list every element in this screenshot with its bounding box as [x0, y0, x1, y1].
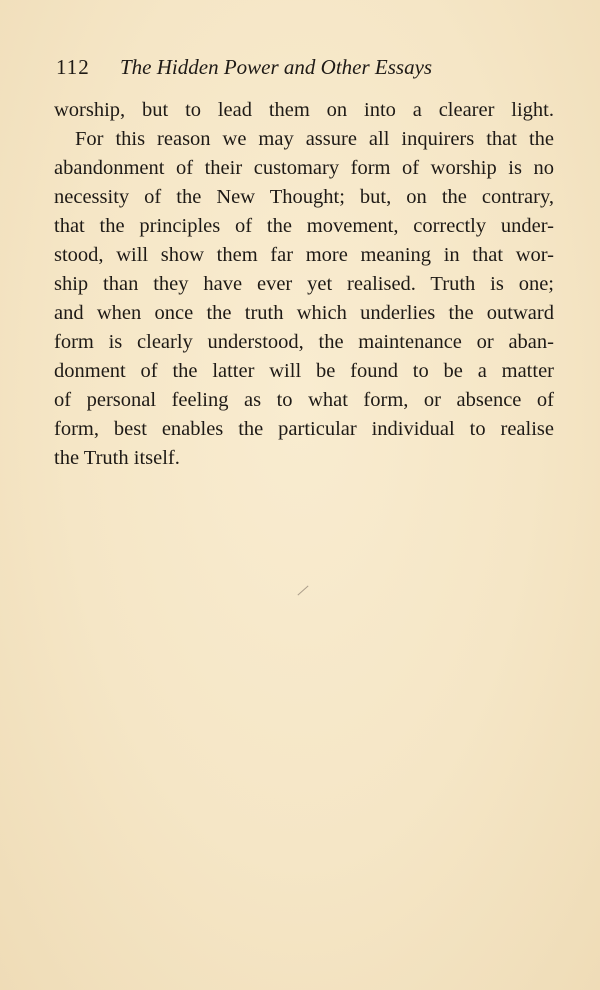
body-text [54, 96, 554, 473]
text-line: and when once the truth which underlies the outward [54, 302, 554, 324]
book-title: The Hidden Power and Other Essays [120, 55, 433, 79]
text-line: form is clearly understood, the maintenance or aban- [54, 331, 554, 353]
text-line: form, best enables the particular individual to realise [54, 418, 554, 440]
text-line: For this reason we may assure all inquirers that the [75, 128, 554, 150]
text-line: stood, will show them far more meaning in that wor- [54, 244, 554, 266]
text-line: that the principles of the movement, correctly under- [54, 215, 554, 237]
text-line: abandonment of their customary form of worship is no [54, 157, 554, 179]
paper-speck [297, 585, 308, 595]
text-line: of personal feeling as to what form, or absence of [54, 389, 554, 411]
text-line: necessity of the New Thought; but, on the contrary, [54, 186, 554, 208]
page-number: 112 [56, 55, 90, 79]
text-line: ship than they have ever yet realised. Truth is one; [54, 273, 554, 295]
text-line: donment of the latter will be found to be a matter [54, 360, 554, 382]
text-line: the Truth itself. [54, 447, 180, 469]
text-line: worship, but to lead them on into a clearer light. [54, 99, 554, 121]
running-head [56, 52, 496, 82]
